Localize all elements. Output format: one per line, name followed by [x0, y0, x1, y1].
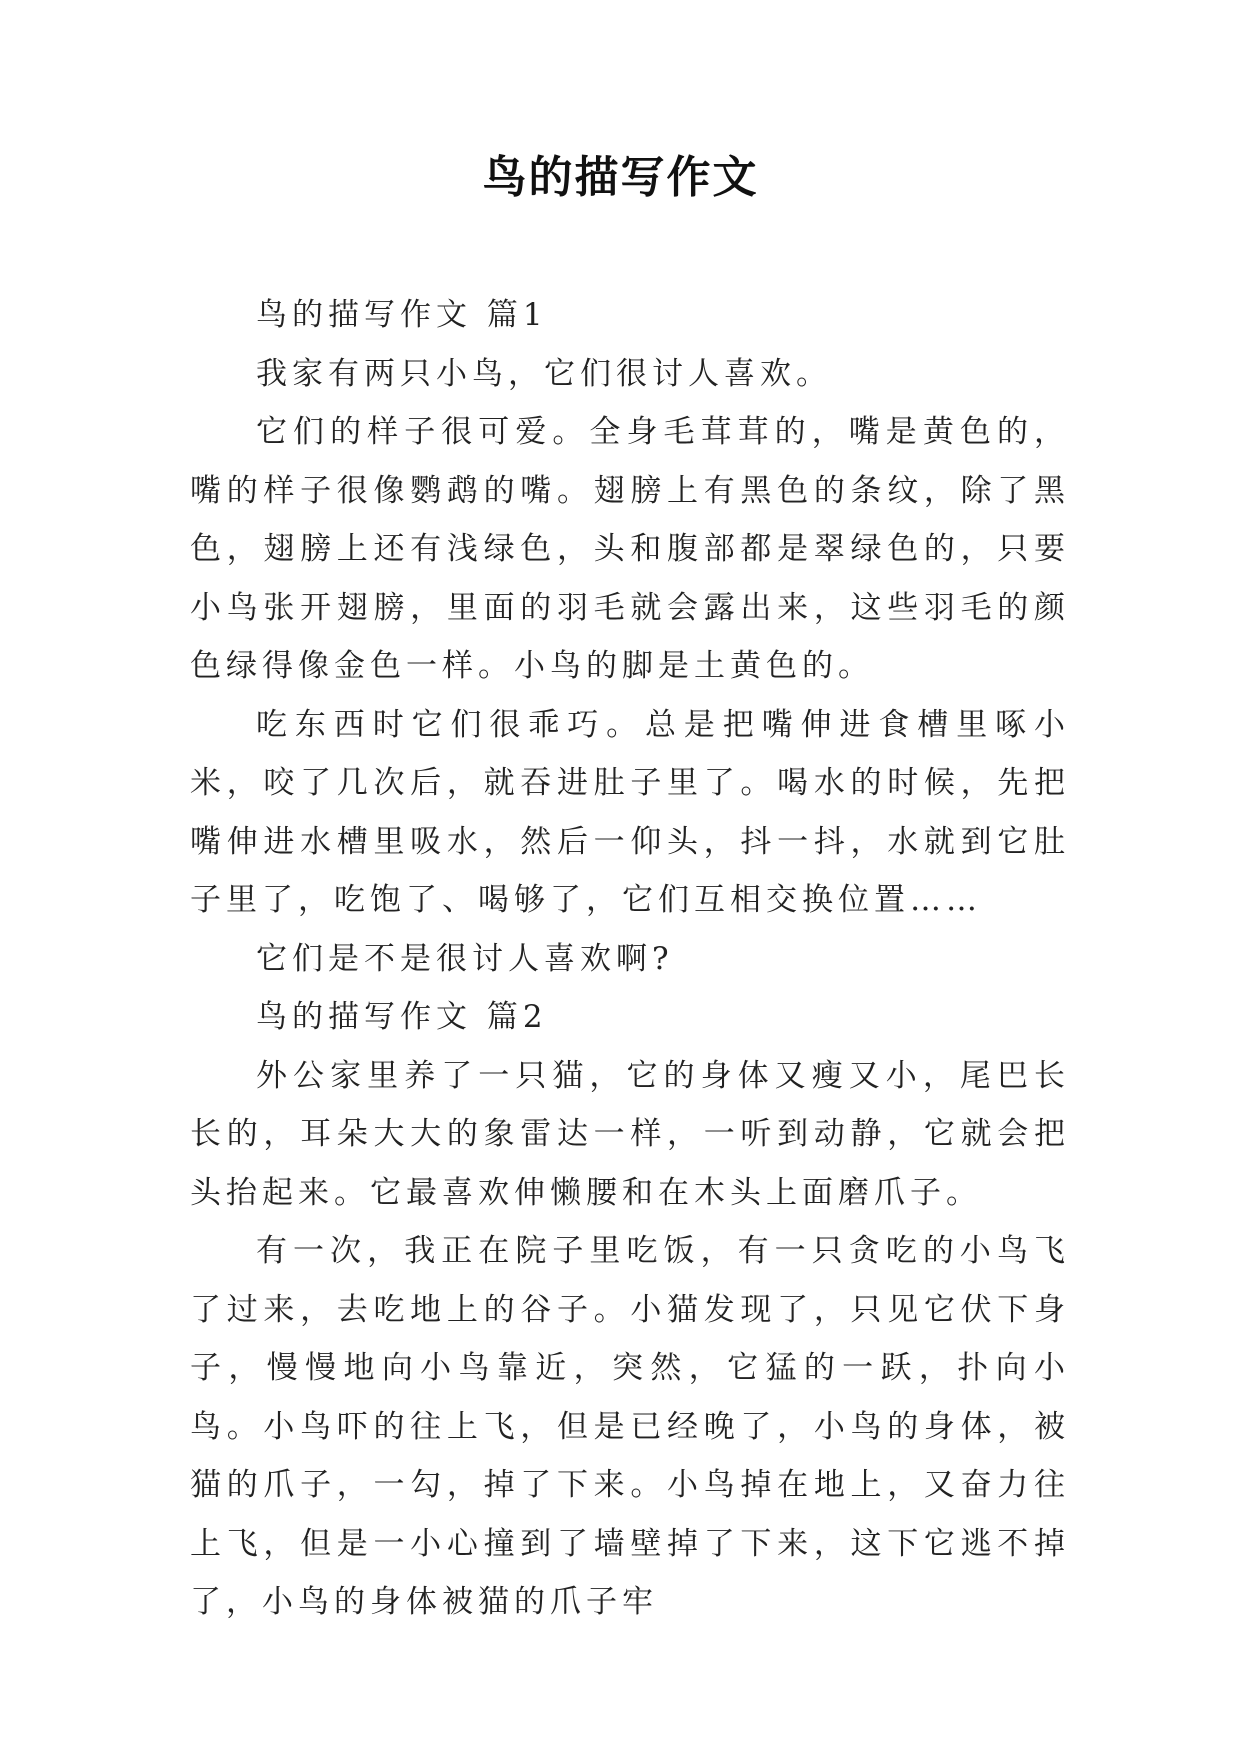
paragraph: 我家有两只小鸟，它们很讨人喜欢。 [256, 355, 832, 392]
document-body [190, 286, 1070, 1632]
paragraph: 外公家里养了一只猫，它的身体又瘦又小，尾巴长长的，耳朵大大的象雷达一样，一听到动静，它就会把头抬起来。它最喜欢伸懒腰和在木头上面磨爪子。 [190, 1057, 1070, 1211]
section-heading: 鸟的描写作文 篇1 [256, 297, 548, 333]
paragraph: 吃东西时它们很乖巧。总是把嘴伸进食槽里啄小米，咬了几次后，就吞进肚子里了。喝水的时候，先把嘴伸进水槽里吸水，然后一仰头，抖一抖，水就到它肚子里了，吃饱了、喝够了，它们互相交换位置…… [190, 706, 1070, 918]
paragraph: 有一次，我正在院子里吃饭，有一只贪吃的小鸟飞了过来，去吃地上的谷子。小猫发现了，只见它伏下身子，慢慢地向小鸟靠近，突然，它猛的一跃，扑向小鸟。小鸟吓的往上飞，但是已经晚了，小鸟的身体，被猫的爪子，一勾，掉了下来。小鸟掉在地上，又奋力往上飞，但是一小心撞到了墙壁掉了下来，这下它逃不掉了，小鸟的身体被猫的爪子牢 [190, 1233, 1070, 1620]
paragraph: 它们是不是很讨人喜欢啊? [256, 940, 674, 977]
section-heading: 鸟的描写作文 篇2 [256, 999, 548, 1035]
document-title: 鸟的描写作文 [482, 152, 759, 203]
paragraph: 它们的样子很可爱。全身毛茸茸的，嘴是黄色的，嘴的样子很像鹦鹉的嘴。翅膀上有黑色的条纹，除了黑色，翅膀上还有浅绿色，头和腹部都是翠绿色的，只要小鸟张开翅膀，里面的羽毛就会露出来，这些羽毛的颜色绿得像金色一样。小鸟的脚是土黄色的。 [190, 414, 1070, 684]
